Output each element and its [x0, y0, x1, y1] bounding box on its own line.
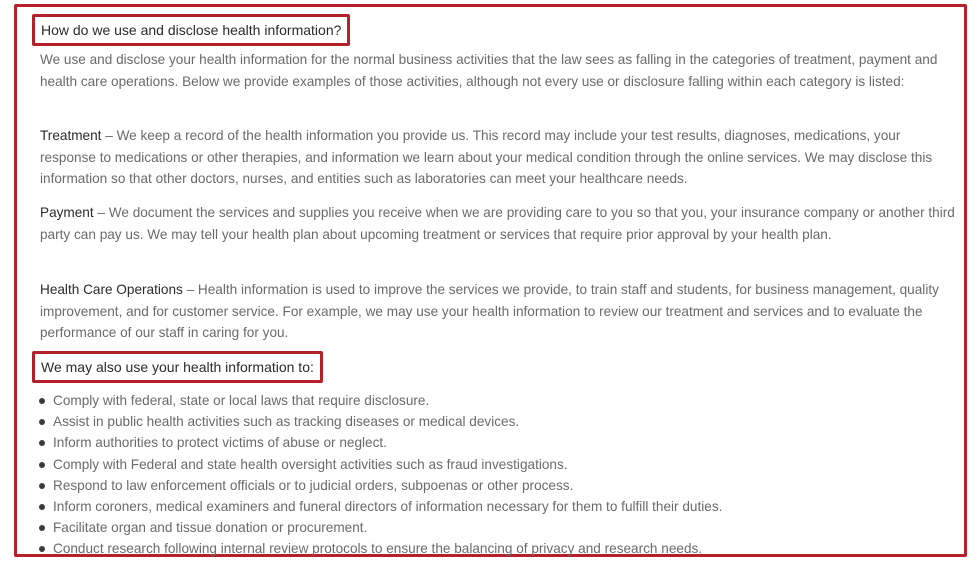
section-heading-use-disclose: How do we use and disclose health information?	[32, 14, 350, 46]
payment-paragraph	[40, 202, 960, 245]
list-item: Assist in public health activities such as tracking diseases or medical devices.	[36, 411, 956, 432]
list-item: Facilitate organ and tissue donation or procurement.	[36, 517, 956, 538]
treatment-term: Treatment	[40, 128, 102, 143]
treatment-text: – We keep a record of the health information you provide us. This record may include your test results, diagnoses, medications, your response to medications or other therapies, and information we learn about your medical condition through the online services. We may disclose this information so that other doctors, nurses, and entities such as laboratories can meet your healthcare needs.	[40, 128, 933, 186]
list-item: Respond to law enforcement officials or to judicial orders, subpoenas or other process.	[36, 475, 956, 496]
operations-paragraph	[40, 279, 960, 344]
payment-text: – We document the services and supplies you receive when we are providing care to you so that you, your insurance company or another third party can pay us. We may tell your health plan about upcoming treatment or services that require prior approval by your health plan.	[40, 205, 955, 242]
treatment-paragraph	[40, 125, 960, 190]
list-item: Conduct research following internal review protocols to ensure the balancing of privacy and research needs.	[36, 538, 956, 559]
operations-term: Health Care Operations	[40, 282, 183, 297]
payment-term: Payment	[40, 205, 94, 220]
list-item: Comply with federal, state or local laws that require disclosure.	[36, 390, 956, 411]
uses-list	[36, 390, 956, 560]
operations-text: – Health information is used to improve the services we provide, to train staff and students, for business management, quality improvement, and for customer service. For example, we may use your health information to review our treatment and services and to evaluate the performance of our staff in caring for you.	[40, 282, 939, 340]
intro-paragraph: We use and disclose your health information for the normal business activities that the law sees as falling in the categories of treatment, payment and health care operations. Below we provide examples of those activities, although not every use or disclosure falling within each category is listed:	[40, 52, 938, 89]
section-heading-other-uses: We may also use your health information to:	[32, 351, 323, 383]
list-item: Comply with Federal and state health oversight activities such as fraud investigations.	[36, 454, 956, 475]
list-item: Inform authorities to protect victims of abuse or neglect.	[36, 432, 956, 453]
list-item: Inform coroners, medical examiners and funeral directors of information necessary for them to fulfill their duties.	[36, 496, 956, 517]
